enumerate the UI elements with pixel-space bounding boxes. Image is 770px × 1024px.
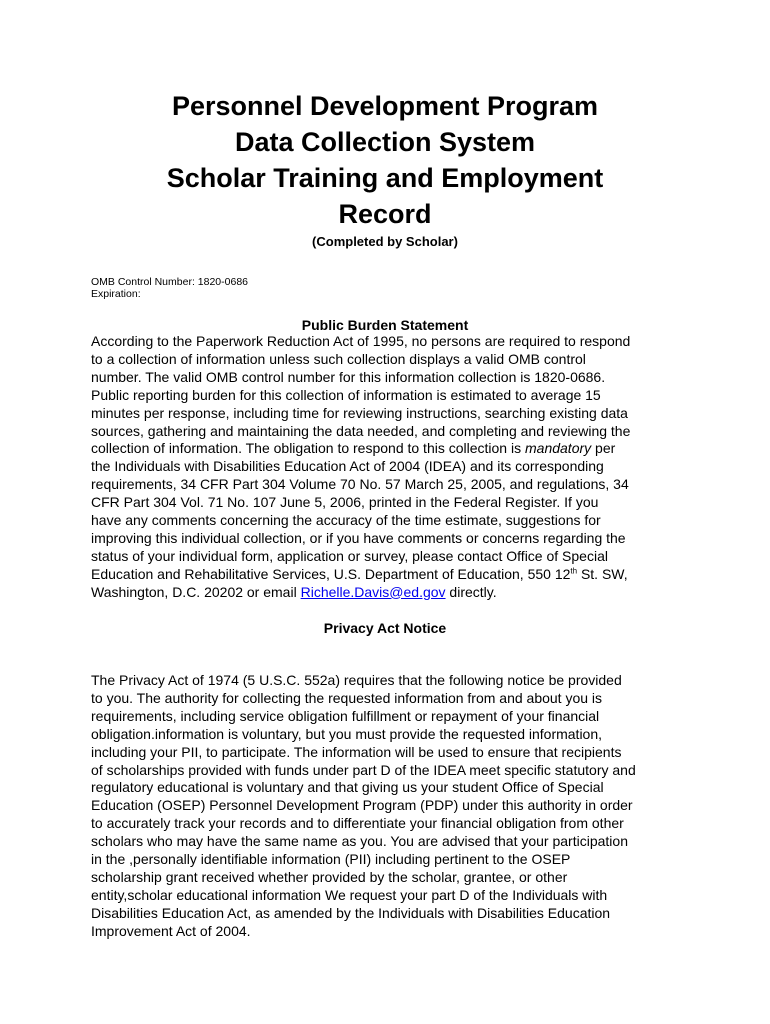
privacy-line: requirements, including service obligation fulfillment or repayment of your financial bbox=[91, 707, 600, 724]
privacy-line: including your PII, to participate. The information will be used to ensure that recipients bbox=[91, 743, 622, 760]
omb-info bbox=[91, 276, 248, 300]
burden-line: Public reporting burden for this collection of information is estimated to average 15 bbox=[91, 386, 601, 403]
burden-line: status of your individual form, application or survey, please contact Office of Special bbox=[91, 547, 608, 564]
burden-line: minutes per response, including time for reviewing instructions, searching existing data bbox=[91, 404, 628, 421]
page-subtitle: (Completed by Scholar) bbox=[312, 234, 458, 249]
burden-statement bbox=[91, 333, 691, 602]
privacy-line: entity,scholar educational information We request your part D of the Individuals with bbox=[91, 886, 608, 903]
burden-line-text: St. SW, bbox=[577, 565, 628, 582]
burden-line: According to the Paperwork Reduction Act of 1995, no persons are required to respond bbox=[91, 333, 631, 349]
burden-line-text: collection of information. The obligation to respond to this collection is bbox=[91, 440, 525, 457]
privacy-line: regulatory educational is voluntary and that giving us your student Office of Special bbox=[91, 779, 604, 796]
omb-control-number: OMB Control Number: 1820-0686 bbox=[91, 276, 248, 288]
privacy-line: Education (OSEP) Personnel Development Program (PDP) under this authority in order bbox=[91, 797, 633, 814]
burden-line: have any comments concerning the accuracy of the time estimate, suggestions for bbox=[91, 512, 601, 529]
privacy-line: scholars who may have the same name as you. You are advised that your participation bbox=[91, 833, 628, 850]
page-title-line-4: Record bbox=[338, 199, 432, 229]
ordinal-suffix: th bbox=[570, 566, 578, 576]
burden-line-text: Washington, D.C. 20202 or email bbox=[91, 583, 301, 600]
title-block bbox=[0, 88, 770, 251]
burden-line bbox=[91, 566, 691, 584]
burden-line: requirements, 34 CFR Part 304 Volume 70 No. 57 March 25, 2005, and regulations, 34 bbox=[91, 476, 629, 493]
page-title-line-1: Personnel Development Program bbox=[171, 91, 599, 121]
privacy-line: to you. The authority for collecting the requested information from and about you is bbox=[91, 689, 603, 706]
omb-expiration: Expiration: bbox=[91, 288, 141, 300]
privacy-heading: Privacy Act Notice bbox=[323, 620, 447, 636]
burden-line-text: per bbox=[591, 440, 616, 457]
page-title-line-3: Scholar Training and Employment bbox=[166, 163, 604, 193]
burden-line-text: directly. bbox=[445, 583, 497, 600]
email-link[interactable]: Richelle.Davis@ed.gov bbox=[300, 583, 446, 600]
privacy-line: of scholarships provided with funds under part D of the IDEA meet specific statutory and bbox=[91, 761, 636, 778]
burden-line bbox=[91, 584, 691, 602]
privacy-line: Improvement Act of 2004. bbox=[91, 922, 251, 939]
burden-line: sources, gathering and maintaining the data needed, and completing and reviewing the bbox=[91, 422, 631, 439]
burden-line: improving this individual collection, or if you have comments or concerns regarding the bbox=[91, 529, 626, 546]
burden-heading: Public Burden Statement bbox=[301, 317, 469, 333]
privacy-line: to accurately track your records and to differentiate your financial obligation from other bbox=[91, 815, 624, 832]
burden-line: number. The valid OMB control number for this information collection is 1820-0686. bbox=[91, 368, 606, 385]
privacy-notice bbox=[91, 672, 691, 941]
page-title-line-2: Data Collection System bbox=[234, 127, 536, 157]
privacy-line: Disabilities Education Act, as amended by the Individuals with Disabilities Education bbox=[91, 904, 611, 921]
privacy-line: obligation.information is voluntary, but you must provide the requested information, bbox=[91, 725, 603, 742]
privacy-line: in the ,personally identifiable information (PII) including pertinent to the OSEP bbox=[91, 851, 571, 868]
burden-line: the Individuals with Disabilities Education Act of 2004 (IDEA) and its corresponding bbox=[91, 458, 604, 475]
privacy-line: scholarship grant received whether provided by the scholar, grantee, or other bbox=[91, 868, 568, 885]
burden-line-text: Education and Rehabilitative Services, U.S. Department of Education, 550 12 bbox=[91, 565, 571, 582]
burden-line: to a collection of information unless such collection displays a valid OMB control bbox=[91, 350, 586, 367]
burden-line: CFR Part 304 Vol. 71 No. 107 June 5, 2006, printed in the Federal Register. If you bbox=[91, 494, 599, 511]
mandatory-emphasis: mandatory bbox=[525, 440, 592, 457]
burden-line bbox=[91, 440, 691, 458]
privacy-line: The Privacy Act of 1974 (5 U.S.C. 552a) requires that the following notice be provided bbox=[91, 672, 622, 688]
